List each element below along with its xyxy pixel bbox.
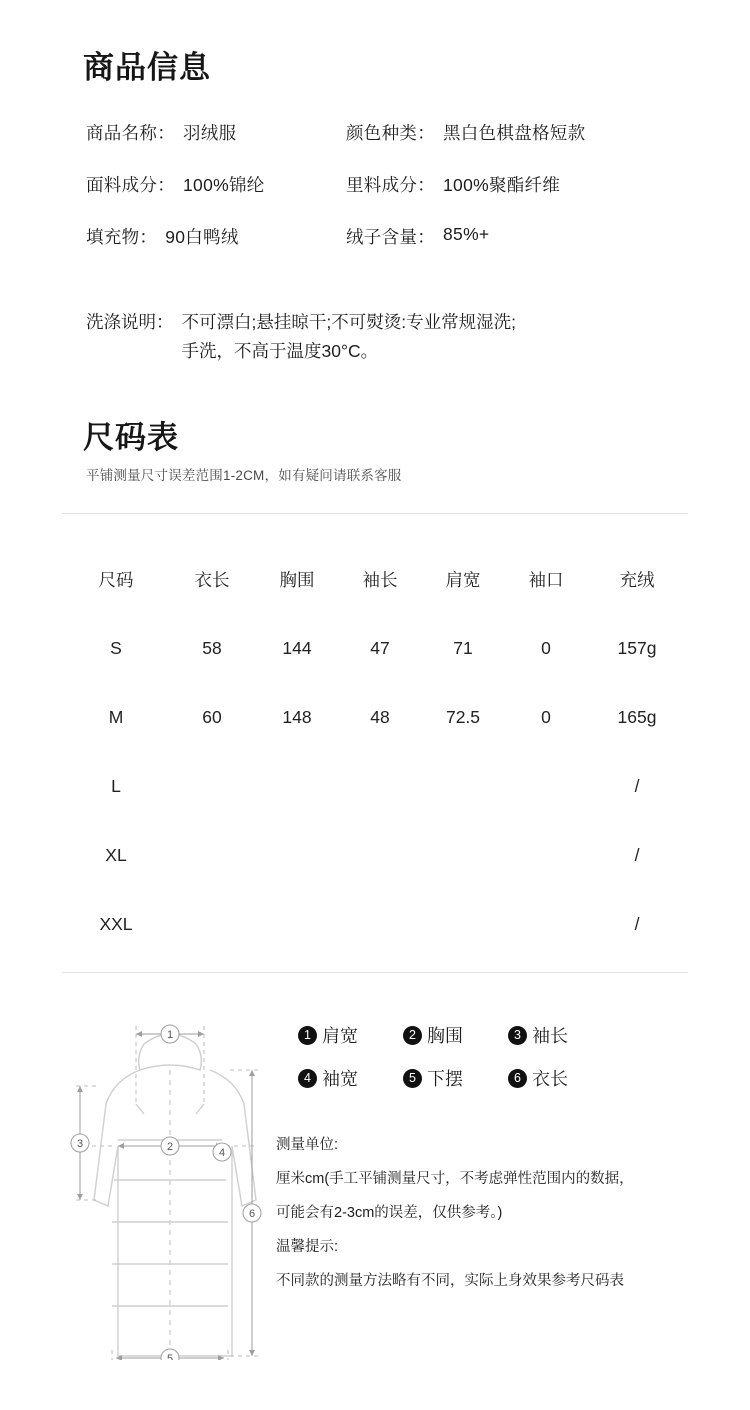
table-cell xyxy=(254,821,340,890)
product-info-value: 黑白色棋盘格短款 xyxy=(443,123,586,143)
product-info-cell-lining xyxy=(346,172,560,197)
svg-text:2: 2 xyxy=(166,1141,174,1153)
table-cell xyxy=(506,752,586,821)
table-cell: S xyxy=(110,638,122,658)
table-header-cell: 充绒 xyxy=(619,570,655,590)
table-header-cell: 肩宽 xyxy=(445,570,481,590)
table-cell xyxy=(506,821,586,890)
table-row xyxy=(62,614,688,683)
table-cell xyxy=(506,890,586,959)
table-cell: 0 xyxy=(541,638,551,658)
number-badge-5-icon: 5 xyxy=(403,1069,422,1088)
table-cell xyxy=(340,890,420,959)
table-header-cell: 胸围 xyxy=(279,570,315,590)
measurement-unit-line2: 可能会有2-3cm的误差，仅供参考。) xyxy=(276,1205,503,1221)
table-cell: M xyxy=(108,707,124,727)
size-chart-table xyxy=(62,545,688,959)
washing-instructions-line2: 手洗，不高于温度30°C。 xyxy=(181,341,379,361)
number-badge-2-icon: 2 xyxy=(403,1026,422,1045)
svg-text:6: 6 xyxy=(248,1208,256,1220)
table-cell: 71 xyxy=(453,638,473,658)
table-cell: 0 xyxy=(541,707,551,727)
page-title-product-info: 商品信息 xyxy=(83,50,211,85)
legend-item-shoulder xyxy=(298,1022,403,1048)
legend-label: 胸围 xyxy=(427,1026,463,1046)
product-info-value: 100%聚酯纤维 xyxy=(443,175,561,195)
table-header-row xyxy=(62,545,688,614)
product-info-label: 颜色种类： xyxy=(346,123,435,143)
product-info-grid xyxy=(86,120,666,276)
product-info-value: 100%锦纶 xyxy=(183,175,265,195)
table-cell: 157g xyxy=(617,638,657,658)
svg-text:5: 5 xyxy=(166,1353,174,1360)
table-cell xyxy=(170,821,254,890)
table-cell: / xyxy=(634,776,640,796)
table-cell xyxy=(340,821,420,890)
washing-instructions-body xyxy=(182,308,516,366)
size-chart-note: 平铺测量尺寸误差范围1-2CM，如有疑问请联系客服 xyxy=(86,468,402,483)
table-cell: XXL xyxy=(99,914,133,934)
product-info-cell-down-content xyxy=(346,224,489,249)
legend-item-length xyxy=(508,1065,613,1091)
measurement-tip-line: 不同款的测量方法略有不同，实际上身效果参考尺码表 xyxy=(276,1273,624,1289)
legend-label: 肩宽 xyxy=(322,1026,358,1046)
table-cell: 165g xyxy=(617,707,657,727)
divider-top xyxy=(62,513,688,514)
measurement-legend xyxy=(298,1022,698,1108)
table-cell xyxy=(420,752,506,821)
legend-row xyxy=(298,1065,698,1091)
legend-row xyxy=(298,1022,698,1048)
product-info-row xyxy=(86,224,666,249)
table-cell: 60 xyxy=(202,707,222,727)
table-cell: / xyxy=(634,914,640,934)
table-cell: L xyxy=(111,776,121,796)
table-header-cell: 袖长 xyxy=(362,570,398,590)
product-info-label: 绒子含量： xyxy=(346,227,435,247)
table-cell xyxy=(254,752,340,821)
divider-bottom xyxy=(62,972,688,973)
svg-text:1: 1 xyxy=(166,1029,174,1041)
legend-item-bust xyxy=(403,1022,508,1048)
legend-item-sleeve-length xyxy=(508,1022,613,1048)
table-cell: 47 xyxy=(370,638,390,658)
table-cell xyxy=(170,890,254,959)
product-info-cell-color xyxy=(346,120,585,145)
table-header-cell: 袖口 xyxy=(528,570,564,590)
number-badge-1-icon: 1 xyxy=(298,1026,317,1045)
legend-item-sleeve-width xyxy=(298,1065,403,1091)
legend-label: 袖宽 xyxy=(322,1069,358,1089)
table-cell: 58 xyxy=(202,638,222,658)
product-info-cell-name xyxy=(86,120,346,145)
product-info-cell-fabric xyxy=(86,172,346,197)
product-info-row xyxy=(86,172,666,197)
legend-item-hem xyxy=(403,1065,508,1091)
table-cell xyxy=(340,752,420,821)
product-info-value: 90白鸭绒 xyxy=(165,227,239,247)
product-info-label: 面料成分： xyxy=(86,175,175,195)
table-cell xyxy=(420,890,506,959)
table-cell xyxy=(420,821,506,890)
table-cell: 144 xyxy=(282,638,312,658)
measurement-diagram xyxy=(40,1000,300,1360)
table-row xyxy=(62,821,688,890)
number-badge-6-icon: 6 xyxy=(508,1069,527,1088)
table-header-cell: 尺码 xyxy=(98,570,134,590)
product-info-row xyxy=(86,120,666,145)
number-badge-3-icon: 3 xyxy=(508,1026,527,1045)
table-header-cell: 衣长 xyxy=(194,570,230,590)
product-info-value: 85%+ xyxy=(443,224,490,244)
product-info-cell-filling xyxy=(86,224,346,249)
table-cell: 148 xyxy=(282,707,312,727)
product-info-label: 商品名称： xyxy=(86,123,175,143)
legend-label: 衣长 xyxy=(532,1069,568,1089)
measurement-unit-line1: 厘米cm(手工平铺测量尺寸，不考虑弹性范围内的数据， xyxy=(276,1171,634,1187)
washing-instructions xyxy=(86,308,686,366)
table-row xyxy=(62,752,688,821)
svg-text:3: 3 xyxy=(76,1138,84,1150)
product-info-label: 里料成分： xyxy=(346,175,435,195)
page-title-size-chart: 尺码表 xyxy=(83,420,179,455)
product-info-label: 填充物： xyxy=(86,227,158,247)
table-cell: 72.5 xyxy=(445,707,481,727)
measurement-unit-title: 测量单位: xyxy=(276,1137,339,1153)
table-cell: XL xyxy=(105,845,127,865)
measurement-notes xyxy=(276,1128,706,1298)
svg-text:4: 4 xyxy=(218,1147,226,1159)
table-cell: 48 xyxy=(370,707,390,727)
table-row xyxy=(62,890,688,959)
number-badge-4-icon: 4 xyxy=(298,1069,317,1088)
washing-instructions-label: 洗涤说明： xyxy=(86,312,174,332)
washing-instructions-line1: 不可漂白;悬挂晾干;不可熨烫:专业常规湿洗; xyxy=(181,312,516,332)
table-row xyxy=(62,683,688,752)
product-info-value: 羽绒服 xyxy=(183,123,237,143)
legend-label: 下摆 xyxy=(427,1069,463,1089)
legend-label: 袖长 xyxy=(532,1026,568,1046)
measurement-tip-title: 温馨提示: xyxy=(276,1239,339,1255)
table-cell: / xyxy=(634,845,640,865)
table-cell xyxy=(170,752,254,821)
table-cell xyxy=(254,890,340,959)
